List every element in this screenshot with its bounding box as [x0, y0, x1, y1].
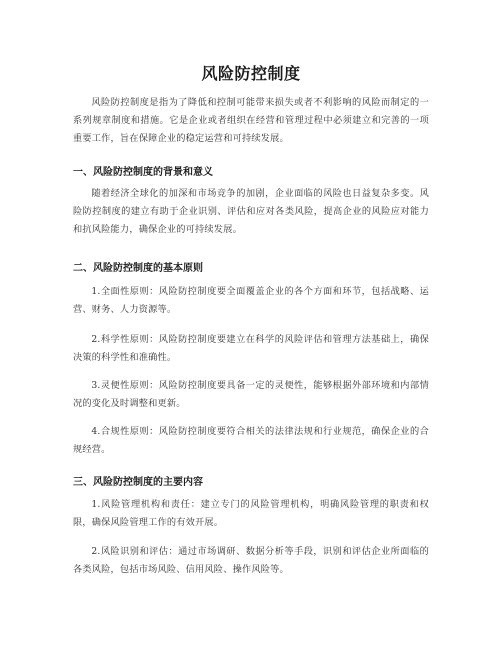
section-2-paragraph-4: 4.合规性原则：风险防控制度要符合相关的法律法规和行业规范，确保企业的合规经营。 — [73, 426, 429, 455]
section-heading-3: 三、风险防控制度的主要内容 — [73, 477, 203, 488]
section-2-paragraph-2: 2.科学性原则：风险防控制度要建立在科学的风险评估和管理方法基础上，确保决策的科学性和准确性。 — [73, 334, 429, 363]
document-title: 风险防控制度 — [201, 64, 301, 83]
section-3-paragraph-1: 1.风险管理机构和责任：建立专门的风险管理机构，明确风险管理的职责和权限，确保风险管理工作的有效开展。 — [73, 499, 429, 528]
section-2-paragraph-3: 3.灵便性原则：风险防控制度要具备一定的灵便性，能够根据外部环境和内部情况的变化及时调整和更新。 — [73, 380, 429, 409]
section-2-paragraph-1: 1.全面性原则：风险防控制度要全面覆盖企业的各个方面和环节，包括战略、运营、财务、人力资源等。 — [73, 286, 429, 315]
section-heading-1: 一、风险防控制度的背景和意义 — [73, 167, 213, 178]
section-3-paragraph-2: 2.风险识别和评估：通过市场调研、数据分析等手段，识别和评估企业所面临的各类风险，包括市场风险、信用风险、操作风险等。 — [73, 546, 429, 575]
section-heading-2: 二、风险防控制度的基本原则 — [73, 263, 203, 274]
intro-paragraph: 风险防控制度是指为了降低和控制可能带来损失或者不利影响的风险而制定的一系列规章制度和措施。它是企业或者组织在经营和管理过程中必须建立和完善的一项重要工作，旨在保障企业的稳定运营和可持续发展。 — [73, 97, 429, 144]
section-1-paragraph-1: 随着经济全球化的加深和市场竞争的加剧，企业面临的风险也日益复杂多变。风险防控制度的建立有助于企业识别、评估和应对各类风险，提高企业的风险应对能力和抗风险能力，确保企业的可持续发展。 — [73, 188, 429, 235]
